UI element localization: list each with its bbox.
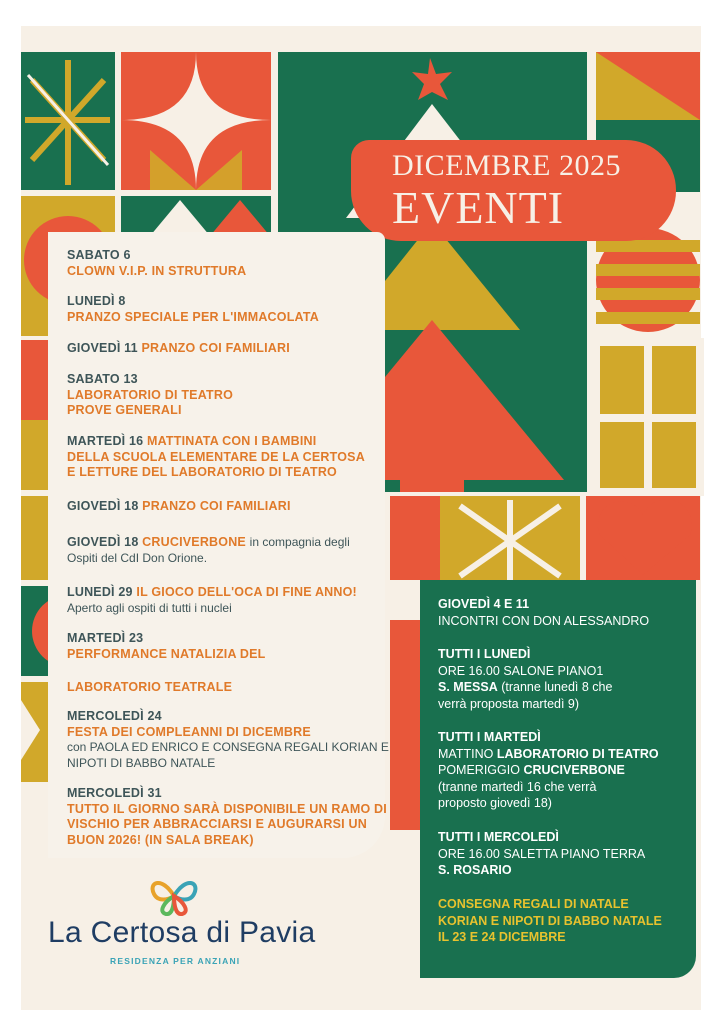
event-title: LABORATORIO DI TEATRO: [67, 387, 233, 402]
event-title: MATTINATA CON I BAMBINI: [147, 434, 317, 448]
event-date: LUNEDÌ 8: [67, 294, 126, 308]
event-date: GIOVEDÌ 18: [67, 499, 139, 513]
event-item: [67, 786, 393, 848]
event-item: [67, 535, 393, 566]
recurring-heading: TUTTI I MERCOLEDÌ: [438, 830, 559, 844]
event-title: FESTA DEI COMPLEANNI DI DICEMBRE: [67, 724, 311, 739]
event-item: [67, 372, 393, 419]
event-date: LUNEDÌ 29: [67, 585, 133, 599]
gifts-text: CONSEGNA REGALI DI NATALE: [438, 897, 629, 911]
event-title: IL GIOCO DELL'OCA DI FINE ANNO!: [136, 585, 357, 599]
recurring-wednesdays: [438, 829, 688, 879]
recurring-heading: TUTTI I MARTEDÌ: [438, 730, 541, 744]
recurring-text: POMERIGGIO: [438, 763, 520, 777]
event-date: SABATO 6: [67, 248, 131, 262]
recurring-bold: S. ROSARIO: [438, 863, 512, 877]
logo-name: La Certosa di Pavia: [48, 916, 316, 949]
event-date: GIOVEDÌ 11: [67, 341, 138, 355]
event-item: [67, 434, 393, 481]
recurring-text: proposto giovedì 18): [438, 796, 552, 810]
event-item: [67, 294, 393, 325]
header-month: DICEMBRE 2025: [392, 149, 622, 182]
event-item: [67, 585, 393, 616]
gifts-text: IL 23 E 24 DICEMBRE: [438, 930, 566, 944]
event-item: [67, 499, 393, 515]
recurring-text: verrà proposta martedì 9): [438, 696, 580, 711]
event-title: PRANZO SPECIALE PER L'IMMACOLATA: [67, 309, 319, 324]
event-title: PRANZO COI FAMILIARI: [142, 499, 291, 513]
recurring-text: MATTINO: [438, 746, 494, 761]
recurring-tuesdays: [438, 729, 688, 812]
event-title: PERFORMANCE NATALIZIA DEL: [67, 646, 266, 661]
recurring-heading: TUTTI I LUNEDÌ: [438, 647, 531, 661]
event-note: con PAOLA ED ENRICO E CONSEGNA REGALI KORIAN E: [67, 740, 389, 754]
event-title: CLOWN V.I.P. IN STRUTTURA: [67, 263, 247, 278]
recurring-heading: GIOVEDÌ 4 E 11: [438, 597, 530, 611]
event-item: [67, 248, 393, 279]
event-date: MERCOLEDÌ 31: [67, 786, 162, 800]
event-title: PROVE GENERALI: [67, 403, 182, 417]
recurring-text: ORE 16.00 SALONE PIANO1: [438, 663, 604, 678]
header-title: EVENTI: [392, 182, 565, 233]
event-item: [67, 709, 393, 771]
recurring-text: ORE 16.00 SALETTA PIANO TERRA: [438, 846, 646, 861]
recurring-gifts: [438, 896, 688, 946]
event-note: Ospiti del CdI Don Orione.: [67, 550, 208, 565]
recurring-text: (tranne martedì 16 che verrà: [438, 779, 597, 794]
event-title: CRUCIVERBONE: [142, 535, 246, 549]
event-title: BUON 2026! (IN SALA BREAK): [67, 832, 254, 847]
recurring-don-alessandro: [438, 596, 688, 629]
recurring-mondays: [438, 646, 688, 712]
recurring-bold: CRUCIVERBONE: [523, 763, 625, 777]
event-item: [67, 631, 393, 696]
recurring-bold: LABORATORIO DI TEATRO: [496, 746, 659, 761]
event-date: SABATO 13: [67, 372, 138, 386]
event-title: TUTTO IL GIORNO SARÀ DISPONIBILE UN RAMO DI: [67, 801, 387, 816]
event-title: E LETTURE DEL LABORATORIO DI TEATRO: [67, 465, 337, 479]
recurring-bold: S. MESSA: [438, 680, 498, 694]
recurring-text: INCONTRI CON DON ALESSANDRO: [438, 613, 650, 628]
event-title: LABORATORIO TEATRALE: [67, 680, 233, 694]
event-title: DELLA SCUOLA ELEMENTARE DE LA CERTOSA: [67, 449, 365, 464]
event-note: in compagnia degli: [249, 535, 350, 549]
event-date: MARTEDÌ 23: [67, 631, 144, 645]
event-date: GIOVEDÌ 18: [67, 535, 139, 549]
event-title: VISCHIO PER ABBRACCIARSI E AUGURARSI UN: [67, 817, 367, 831]
logo-butterfly-icon: [148, 876, 200, 916]
event-title: PRANZO COI FAMILIARI: [141, 341, 290, 355]
event-item: [67, 341, 393, 357]
event-note: NIPOTI DI BABBO NATALE: [67, 755, 216, 770]
recurring-text: (tranne lunedì 8 che: [501, 680, 613, 694]
event-note: Aperto agli ospiti di tutti i nuclei: [67, 600, 232, 615]
logo-subtitle: RESIDENZA PER ANZIANI: [110, 956, 241, 966]
event-date: MARTEDÌ 16: [67, 434, 144, 448]
event-date: MERCOLEDÌ 24: [67, 709, 162, 723]
gifts-text: KORIAN E NIPOTI DI BABBO NATALE: [438, 913, 662, 928]
